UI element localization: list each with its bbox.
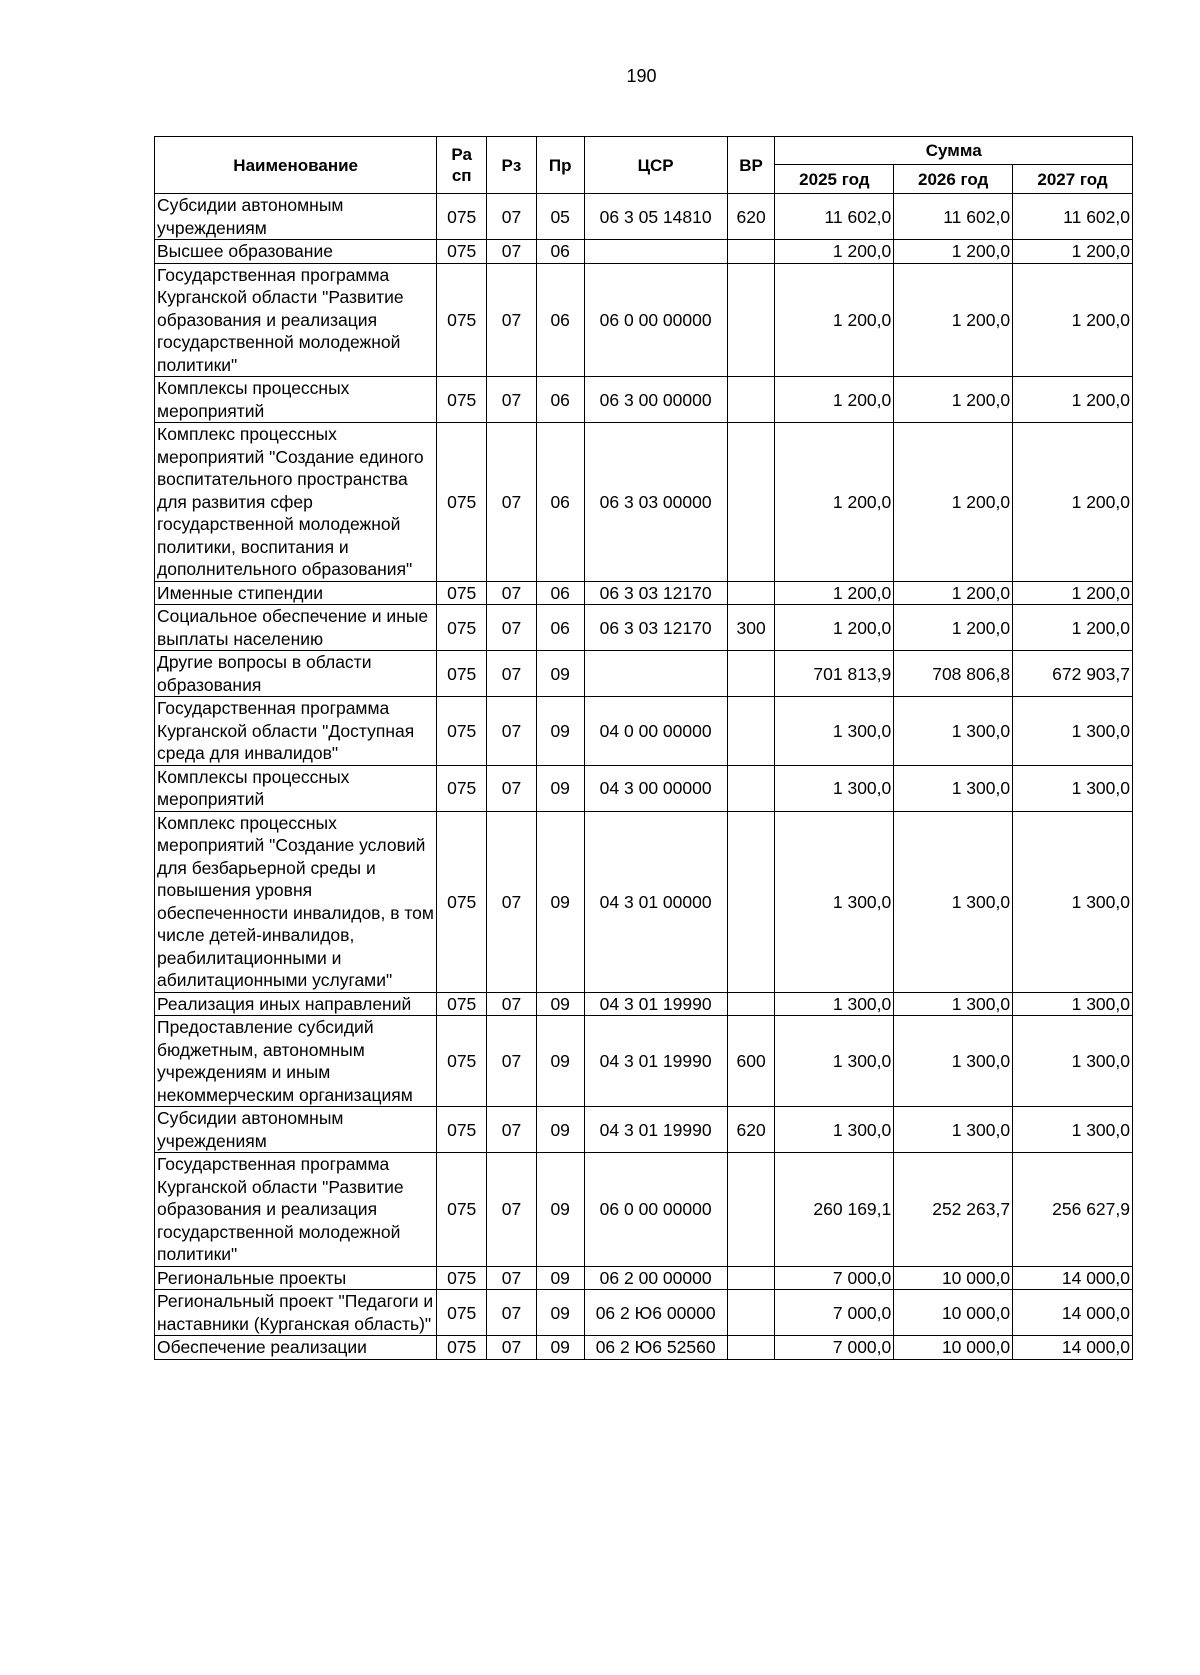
cell-sum-2025: 1 200,0 — [775, 263, 894, 377]
cell-sum-2026: 1 200,0 — [894, 240, 1013, 264]
cell-rz: 07 — [487, 697, 537, 766]
cell-sum-2025: 701 813,9 — [775, 651, 894, 697]
cell-sum-2026: 1 200,0 — [894, 423, 1013, 582]
cell-sum-2026: 1 200,0 — [894, 377, 1013, 423]
cell-rz: 07 — [487, 765, 537, 811]
cell-sum-2025: 7 000,0 — [775, 1290, 894, 1336]
header-rz: Рз — [487, 137, 537, 194]
cell-pr: 05 — [536, 194, 584, 240]
table-row — [155, 263, 1133, 377]
cell-vr — [727, 423, 775, 582]
cell-sum-2026: 1 200,0 — [894, 605, 1013, 651]
budget-table — [154, 136, 1133, 1360]
cell-sum-2026: 1 300,0 — [894, 992, 1013, 1016]
cell-rasp: 075 — [437, 1290, 487, 1336]
cell-rz: 07 — [487, 1266, 537, 1290]
cell-pr: 06 — [536, 240, 584, 264]
cell-rasp: 075 — [437, 1336, 487, 1360]
cell-sum-2025: 7 000,0 — [775, 1266, 894, 1290]
cell-csr: 06 3 05 14810 — [584, 194, 727, 240]
cell-sum-2026: 10 000,0 — [894, 1290, 1013, 1336]
cell-rz: 07 — [487, 240, 537, 264]
cell-rasp: 075 — [437, 992, 487, 1016]
cell-sum-2027: 1 200,0 — [1013, 240, 1133, 264]
cell-pr: 09 — [536, 1336, 584, 1360]
cell-name: Социальное обеспечение и иные выплаты населению — [155, 605, 437, 651]
table-row — [155, 765, 1133, 811]
cell-sum-2027: 1 200,0 — [1013, 605, 1133, 651]
cell-sum-2026: 252 263,7 — [894, 1153, 1013, 1267]
cell-sum-2026: 1 300,0 — [894, 697, 1013, 766]
table-row — [155, 377, 1133, 423]
cell-csr — [584, 240, 727, 264]
cell-vr — [727, 240, 775, 264]
cell-rasp: 075 — [437, 1153, 487, 1267]
cell-csr: 04 3 01 19990 — [584, 1107, 727, 1153]
cell-csr: 04 3 01 19990 — [584, 1016, 727, 1107]
table-row — [155, 1016, 1133, 1107]
cell-sum-2027: 672 903,7 — [1013, 651, 1133, 697]
cell-sum-2025: 11 602,0 — [775, 194, 894, 240]
header-sum: Сумма — [775, 137, 1133, 165]
cell-rz: 07 — [487, 992, 537, 1016]
cell-sum-2027: 1 200,0 — [1013, 263, 1133, 377]
cell-pr: 09 — [536, 992, 584, 1016]
cell-rasp: 075 — [437, 423, 487, 582]
cell-vr: 620 — [727, 1107, 775, 1153]
header-year-2026: 2026 год — [894, 165, 1013, 194]
cell-rz: 07 — [487, 377, 537, 423]
cell-vr — [727, 1290, 775, 1336]
cell-vr: 620 — [727, 194, 775, 240]
cell-pr: 09 — [536, 1107, 584, 1153]
cell-rz: 07 — [487, 1016, 537, 1107]
cell-sum-2026: 10 000,0 — [894, 1336, 1013, 1360]
cell-sum-2025: 1 300,0 — [775, 1107, 894, 1153]
cell-rasp: 075 — [437, 1016, 487, 1107]
table-row — [155, 581, 1133, 605]
cell-sum-2026: 10 000,0 — [894, 1266, 1013, 1290]
cell-pr: 06 — [536, 581, 584, 605]
table-row — [155, 240, 1133, 264]
cell-csr: 04 0 00 00000 — [584, 697, 727, 766]
table-header — [155, 137, 1133, 194]
table-body — [155, 194, 1133, 1360]
cell-pr: 06 — [536, 605, 584, 651]
cell-name: Региональный проект "Педагоги и наставники (Курганская область)" — [155, 1290, 437, 1336]
cell-name: Комплекс процессных мероприятий "Создание единого воспитательного пространства для развития сфер государственной молодежной политики, воспитания и дополнительного образования" — [155, 423, 437, 582]
cell-sum-2026: 1 300,0 — [894, 765, 1013, 811]
cell-rasp: 075 — [437, 581, 487, 605]
cell-pr: 09 — [536, 1153, 584, 1267]
cell-sum-2027: 1 200,0 — [1013, 581, 1133, 605]
table-row — [155, 651, 1133, 697]
cell-sum-2025: 1 300,0 — [775, 1016, 894, 1107]
table-row — [155, 1290, 1133, 1336]
cell-name: Другие вопросы в области образования — [155, 651, 437, 697]
cell-rz: 07 — [487, 1290, 537, 1336]
cell-sum-2025: 1 200,0 — [775, 605, 894, 651]
cell-csr: 06 0 00 00000 — [584, 1153, 727, 1267]
table-row — [155, 1336, 1133, 1360]
table-row — [155, 194, 1133, 240]
cell-vr — [727, 377, 775, 423]
table-row — [155, 605, 1133, 651]
cell-vr — [727, 263, 775, 377]
cell-sum-2026: 1 200,0 — [894, 263, 1013, 377]
cell-sum-2025: 260 169,1 — [775, 1153, 894, 1267]
cell-name: Комплексы процессных мероприятий — [155, 765, 437, 811]
cell-name: Именные стипендии — [155, 581, 437, 605]
cell-name: Субсидии автономным учреждениям — [155, 194, 437, 240]
cell-csr: 04 3 00 00000 — [584, 765, 727, 811]
cell-pr: 09 — [536, 651, 584, 697]
header-rasp: Ра сп — [437, 137, 487, 194]
cell-csr: 04 3 01 00000 — [584, 811, 727, 992]
cell-rz: 07 — [487, 1336, 537, 1360]
cell-rz: 07 — [487, 1153, 537, 1267]
cell-pr: 06 — [536, 263, 584, 377]
page-number: 190 — [626, 66, 657, 86]
cell-name: Обеспечение реализации — [155, 1336, 437, 1360]
table-row — [155, 1266, 1133, 1290]
cell-sum-2027: 11 602,0 — [1013, 194, 1133, 240]
cell-name: Государственная программа Курганской области "Развитие образования и реализация государственной молодежной политики" — [155, 1153, 437, 1267]
cell-vr: 600 — [727, 1016, 775, 1107]
cell-pr: 09 — [536, 697, 584, 766]
cell-csr: 06 3 03 12170 — [584, 605, 727, 651]
cell-sum-2025: 1 300,0 — [775, 697, 894, 766]
cell-rasp: 075 — [437, 377, 487, 423]
cell-name: Субсидии автономным учреждениям — [155, 1107, 437, 1153]
table-row — [155, 1153, 1133, 1267]
cell-vr — [727, 1153, 775, 1267]
cell-name: Комплексы процессных мероприятий — [155, 377, 437, 423]
cell-vr — [727, 697, 775, 766]
cell-rasp: 075 — [437, 605, 487, 651]
cell-sum-2026: 11 602,0 — [894, 194, 1013, 240]
cell-pr: 09 — [536, 765, 584, 811]
cell-rz: 07 — [487, 263, 537, 377]
cell-sum-2027: 14 000,0 — [1013, 1336, 1133, 1360]
cell-name: Предоставление субсидий бюджетным, автономным учреждениям и иным некоммерческим организациям — [155, 1016, 437, 1107]
header-pr: Пр — [536, 137, 584, 194]
cell-name: Государственная программа Курганской области "Доступная среда для инвалидов" — [155, 697, 437, 766]
cell-rz: 07 — [487, 1107, 537, 1153]
cell-sum-2026: 1 300,0 — [894, 811, 1013, 992]
cell-vr — [727, 581, 775, 605]
cell-name: Региональные проекты — [155, 1266, 437, 1290]
cell-csr: 06 3 03 12170 — [584, 581, 727, 605]
cell-sum-2025: 1 200,0 — [775, 240, 894, 264]
cell-csr: 06 3 00 00000 — [584, 377, 727, 423]
cell-name: Реализация иных направлений — [155, 992, 437, 1016]
cell-csr: 06 2 00 00000 — [584, 1266, 727, 1290]
cell-pr: 09 — [536, 811, 584, 992]
cell-csr: 06 2 Ю6 52560 — [584, 1336, 727, 1360]
cell-vr — [727, 992, 775, 1016]
cell-rz: 07 — [487, 605, 537, 651]
cell-sum-2027: 1 300,0 — [1013, 811, 1133, 992]
cell-name: Высшее образование — [155, 240, 437, 264]
cell-sum-2026: 1 300,0 — [894, 1016, 1013, 1107]
cell-rz: 07 — [487, 423, 537, 582]
cell-sum-2027: 14 000,0 — [1013, 1290, 1133, 1336]
cell-sum-2026: 1 300,0 — [894, 1107, 1013, 1153]
cell-sum-2027: 14 000,0 — [1013, 1266, 1133, 1290]
header-csr: ЦСР — [584, 137, 727, 194]
cell-vr — [727, 1266, 775, 1290]
table-row — [155, 423, 1133, 582]
cell-rasp: 075 — [437, 765, 487, 811]
cell-sum-2027: 1 200,0 — [1013, 423, 1133, 582]
cell-pr: 09 — [536, 1266, 584, 1290]
table-row — [155, 992, 1133, 1016]
cell-rasp: 075 — [437, 240, 487, 264]
header-vr: ВР — [727, 137, 775, 194]
cell-csr: 06 3 03 00000 — [584, 423, 727, 582]
header-year-2027: 2027 год — [1013, 165, 1133, 194]
cell-rasp: 075 — [437, 811, 487, 992]
cell-sum-2025: 1 300,0 — [775, 811, 894, 992]
cell-rasp: 075 — [437, 651, 487, 697]
cell-rz: 07 — [487, 581, 537, 605]
cell-vr — [727, 1336, 775, 1360]
table-row — [155, 697, 1133, 766]
cell-name: Государственная программа Курганской области "Развитие образования и реализация государственной молодежной политики" — [155, 263, 437, 377]
cell-sum-2025: 7 000,0 — [775, 1336, 894, 1360]
cell-sum-2025: 1 200,0 — [775, 423, 894, 582]
cell-rz: 07 — [487, 194, 537, 240]
cell-vr: 300 — [727, 605, 775, 651]
cell-sum-2025: 1 200,0 — [775, 377, 894, 423]
cell-pr: 09 — [536, 1016, 584, 1107]
cell-rasp: 075 — [437, 1107, 487, 1153]
cell-sum-2026: 1 200,0 — [894, 581, 1013, 605]
cell-csr: 06 2 Ю6 00000 — [584, 1290, 727, 1336]
cell-vr — [727, 811, 775, 992]
cell-csr — [584, 651, 727, 697]
cell-sum-2027: 1 300,0 — [1013, 697, 1133, 766]
cell-sum-2027: 1 300,0 — [1013, 765, 1133, 811]
cell-sum-2025: 1 300,0 — [775, 765, 894, 811]
cell-pr: 06 — [536, 377, 584, 423]
cell-rasp: 075 — [437, 263, 487, 377]
cell-rasp: 075 — [437, 697, 487, 766]
cell-sum-2027: 1 300,0 — [1013, 992, 1133, 1016]
cell-rz: 07 — [487, 651, 537, 697]
cell-sum-2025: 1 200,0 — [775, 581, 894, 605]
cell-sum-2027: 256 627,9 — [1013, 1153, 1133, 1267]
cell-name: Комплекс процессных мероприятий "Создание условий для безбарьерной среды и повышения уровня обеспеченности инвалидов, в том числе детей-инвалидов, реабилитационными и абилитационными услугами" — [155, 811, 437, 992]
header-year-2025: 2025 год — [775, 165, 894, 194]
cell-sum-2027: 1 300,0 — [1013, 1016, 1133, 1107]
cell-csr: 06 0 00 00000 — [584, 263, 727, 377]
cell-pr: 06 — [536, 423, 584, 582]
cell-sum-2025: 1 300,0 — [775, 992, 894, 1016]
cell-vr — [727, 651, 775, 697]
cell-sum-2027: 1 200,0 — [1013, 377, 1133, 423]
cell-sum-2027: 1 300,0 — [1013, 1107, 1133, 1153]
table-row — [155, 1107, 1133, 1153]
cell-csr: 04 3 01 19990 — [584, 992, 727, 1016]
cell-pr: 09 — [536, 1290, 584, 1336]
cell-vr — [727, 765, 775, 811]
header-name: Наименование — [155, 137, 437, 194]
cell-sum-2026: 708 806,8 — [894, 651, 1013, 697]
cell-rz: 07 — [487, 811, 537, 992]
cell-rasp: 075 — [437, 194, 487, 240]
table-row — [155, 811, 1133, 992]
cell-rasp: 075 — [437, 1266, 487, 1290]
